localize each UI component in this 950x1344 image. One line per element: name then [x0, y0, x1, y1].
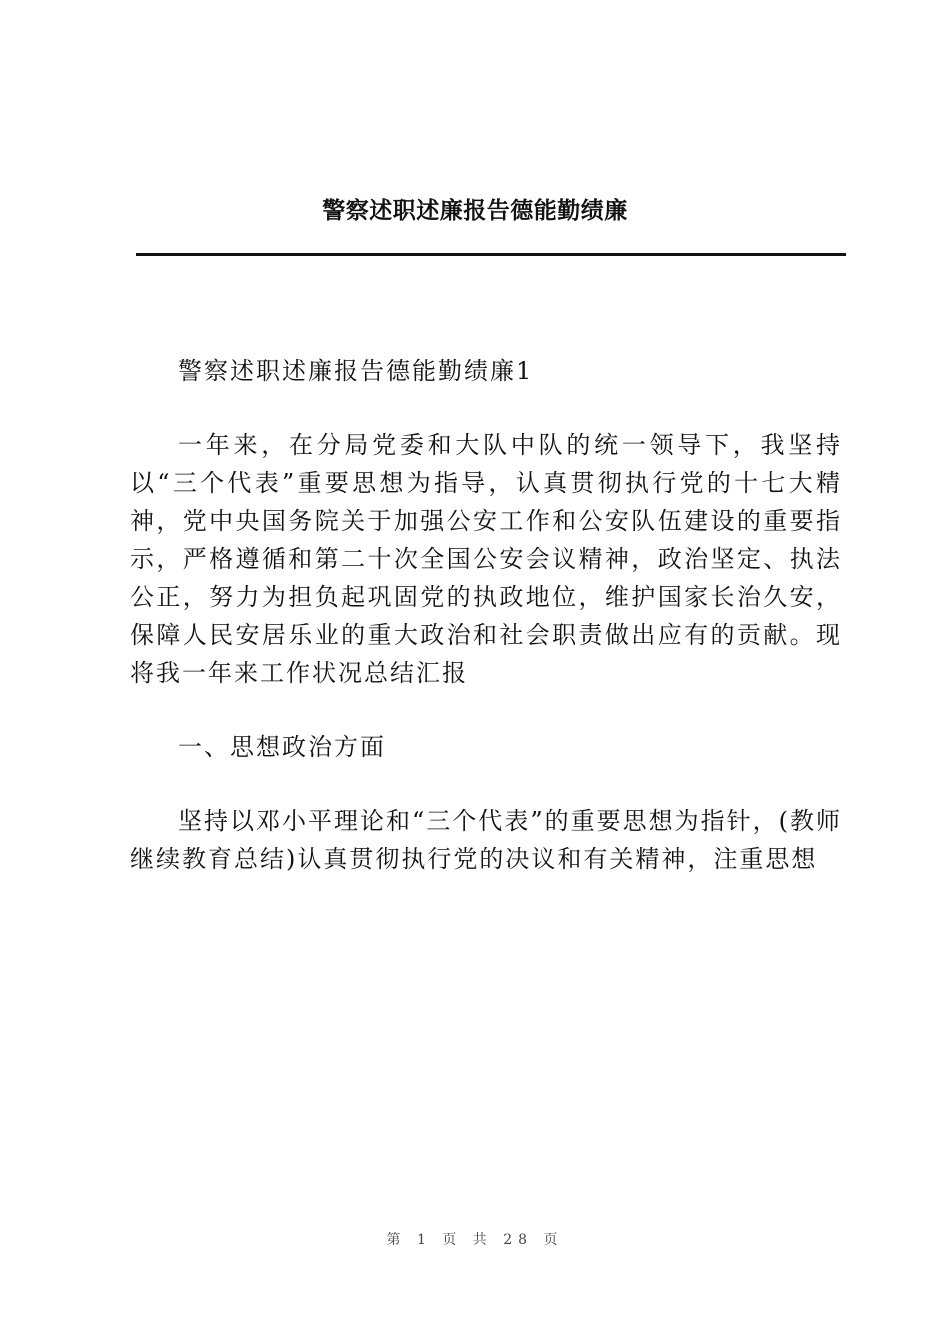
page-title: 警察述职述廉报告德能勤绩廉 [322, 198, 628, 224]
page-number: 第 1 页 共 28 页 [386, 1232, 564, 1248]
section-subheading: 一、思想政治方面 [178, 733, 386, 761]
document-body [130, 352, 842, 914]
title-divider [136, 253, 846, 256]
section-heading: 警察述职述廉报告德能勤绩廉1 [178, 357, 534, 385]
paragraph: 一年来，在分局党委和大队中队的统一领导下，我坚持以“三个代表”重要思想为指导，认真贯彻执行党的十七大精神，党中央国务院关于加强公安工作和公安队伍建设的重要指示，严格遵循和第二十次全国公安会议精神，政治坚定、执法公正，努力为担负起巩固党的执政地位，维护国家长治久安，保障人民安居乐业的重大政治和社会职责做出应有的贡献。现将我一年来工作状况总结汇报 [130, 431, 842, 687]
paragraph: 坚持以邓小平理论和“三个代表”的重要思想为指针，(教师继续教育总结)认真贯彻执行党的决议和有关精神，注重思想 [130, 807, 842, 873]
